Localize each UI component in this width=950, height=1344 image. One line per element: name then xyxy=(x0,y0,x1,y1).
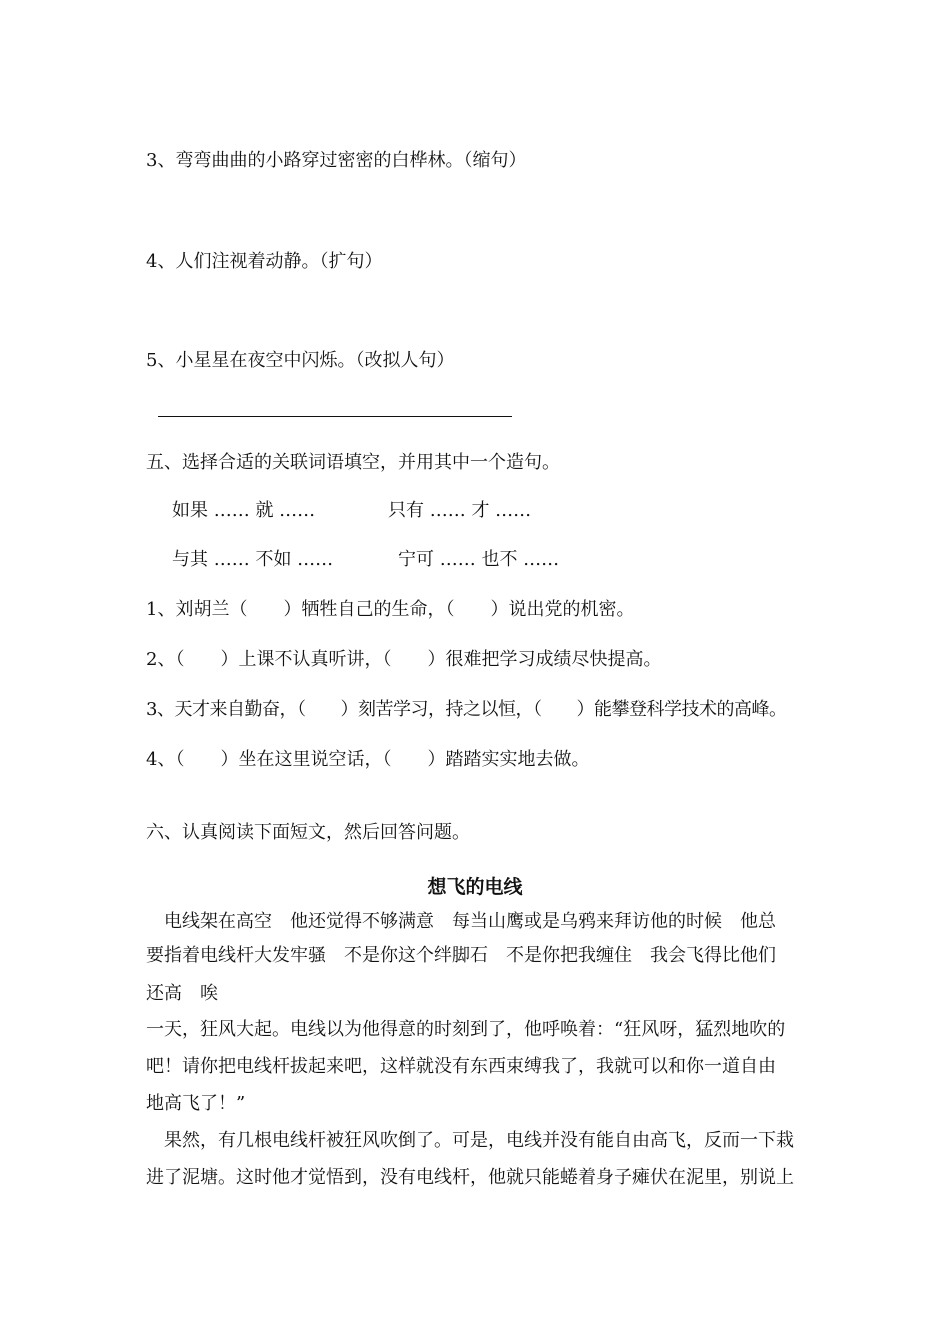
passage-line: 进了泥塘。这时他才觉悟到，没有电线杆，他就只能蜷着身子瘫伏在泥里，别说上 xyxy=(146,1167,794,1188)
section-6-heading: 六、认真阅读下面短文，然后回答问题。 xyxy=(146,822,470,843)
question-4-4: 4、人们注视着动静。（扩句） xyxy=(146,251,383,272)
passage-line: 还高 唉 xyxy=(146,983,218,1004)
fill-blank-4: 4、（ ）坐在这里说空话，（ ）踏踏实实地去做。 xyxy=(146,749,590,770)
fill-blank-3: 3、天才来自勤奋，（ ）刻苦学习，持之以恒，（ ）能攀登科学技术的高峰。 xyxy=(146,699,787,720)
answer-underline xyxy=(158,416,512,417)
conjunction-row-2 xyxy=(172,549,810,571)
conjunction-row-1 xyxy=(172,500,810,522)
fill-blank-2: 2、（ ）上课不认真听讲，（ ）很难把学习成绩尽快提高。 xyxy=(146,649,662,670)
passage-line: 地高飞了！” xyxy=(146,1093,246,1114)
question-4-3: 3、弯弯曲曲的小路穿过密密的白桦林。（缩句） xyxy=(146,150,527,171)
conjunction-pair: 宁可 …… 也不 …… xyxy=(398,549,560,570)
conjunction-pair: 与其 …… 不如 …… xyxy=(172,549,334,570)
passage-line: 电线架在高空 他还觉得不够满意 每当山鹰或是乌鸦来拜访他的时候 他总 xyxy=(146,911,776,932)
conjunction-pair: 只有 …… 才 …… xyxy=(388,500,532,521)
fill-blank-1: 1、刘胡兰（ ）牺牲自己的生命，（ ）说出党的机密。 xyxy=(146,599,635,620)
conjunction-pair: 如果 …… 就 …… xyxy=(172,500,316,521)
passage-line: 要指着电线杆大发牢骚 不是你这个绊脚石 不是你把我缠住 我会飞得比他们 xyxy=(146,945,776,966)
passage-line: 果然，有几根电线杆被狂风吹倒了。可是，电线并没有能自由高飞，反而一下栽 xyxy=(146,1130,794,1151)
passage-line: 一天，狂风大起。电线以为他得意的时刻到了，他呼唤着：“狂风呀，猛烈地吹的 xyxy=(146,1019,786,1040)
passage-line: 吧！请你把电线杆拔起来吧，这样就没有东西束缚我了，我就可以和你一道自由 xyxy=(146,1056,776,1077)
section-5-heading: 五、选择合适的关联词语填空，并用其中一个造句。 xyxy=(146,452,560,473)
question-4-5: 5、小星星在夜空中闪烁。（改拟人句） xyxy=(146,350,455,371)
passage-title: 想飞的电线 xyxy=(427,876,523,898)
